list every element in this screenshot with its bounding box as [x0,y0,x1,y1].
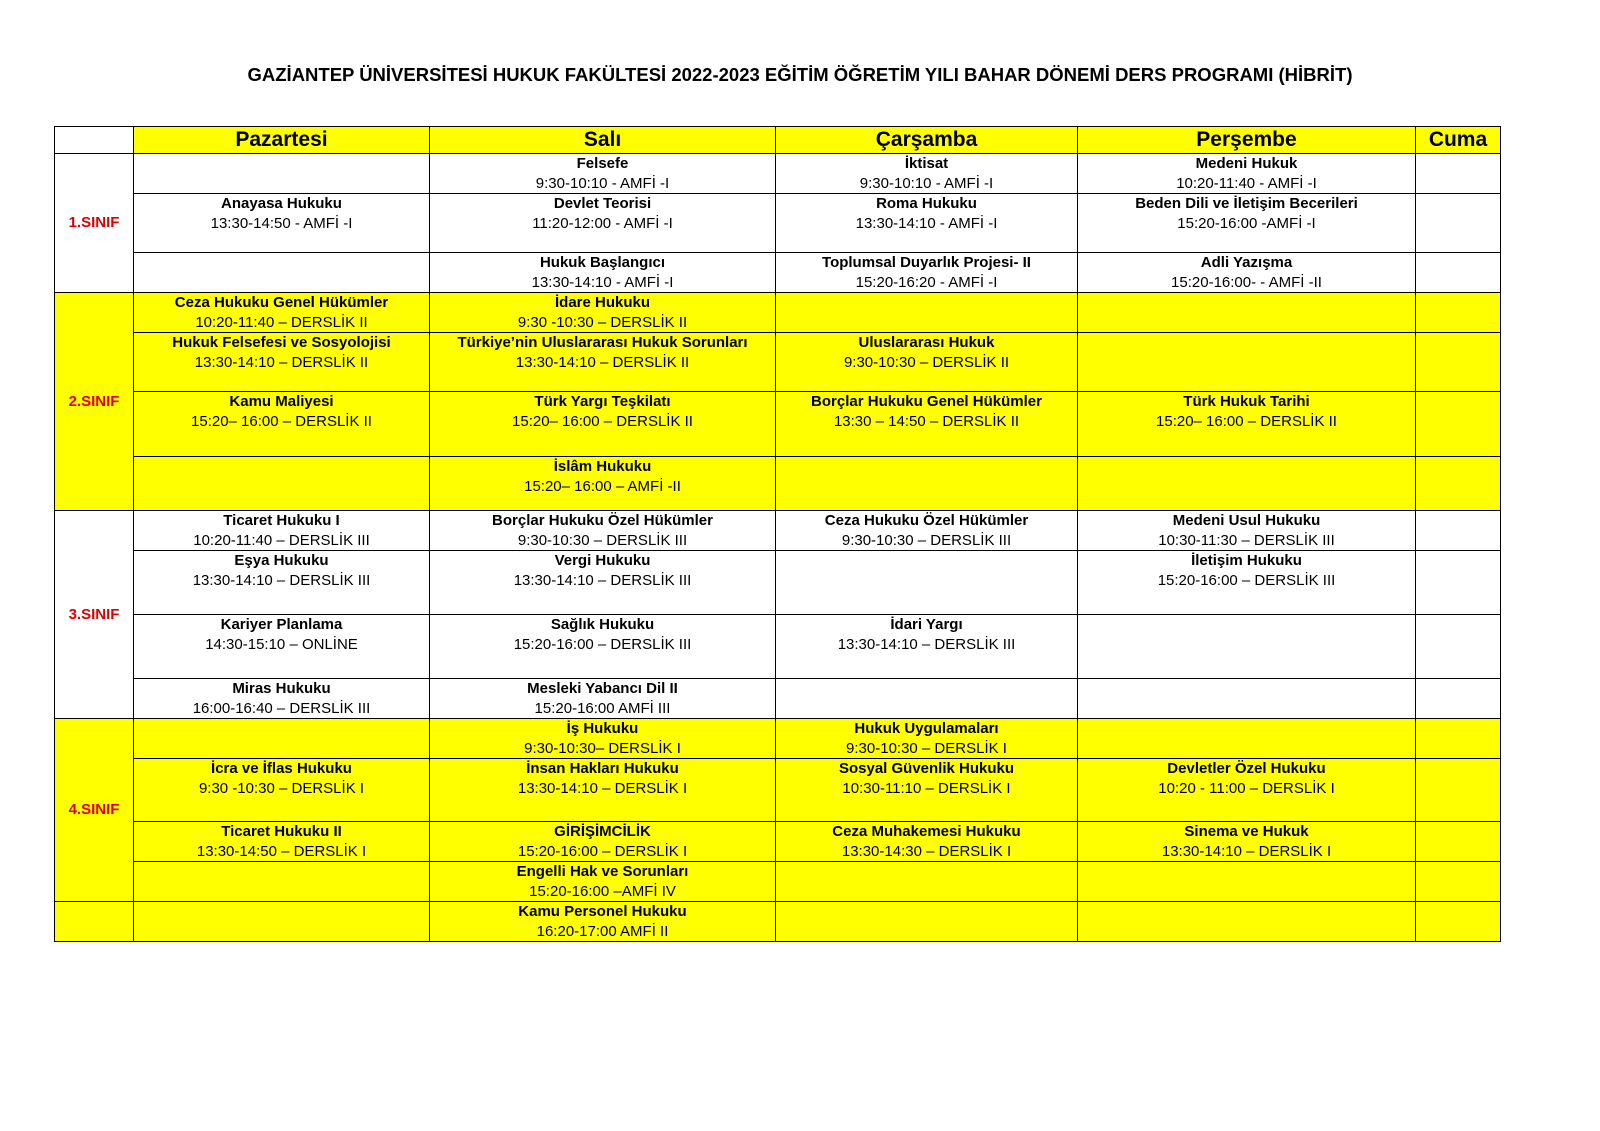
course-name: Sosyal Güvenlik Hukuku [838,760,1015,777]
slot-friday [1416,253,1501,293]
slot-tuesday [430,194,776,253]
slot-wednesday [776,862,1078,902]
slot-thursday [1078,457,1416,511]
slot-monday [134,154,430,194]
slot-monday [134,392,430,457]
slot-tuesday [430,253,776,293]
course-time-location: 9:30 -10:30 – DERSLİK II [517,313,688,331]
course-name: Türk Hukuk Tarihi [1183,393,1310,410]
slot-wednesday [776,822,1078,862]
schedule-row [55,551,1501,615]
schedule-row [55,822,1501,862]
course-time-location: 9:30-10:30 – DERSLİK III [841,531,1012,549]
course-time-location: 15:20-16:00- - AMFİ -II [1171,273,1322,291]
course-name: Ticaret Hukuku II [221,823,342,840]
course-name: Eşya Hukuku [234,552,329,569]
course-time-location: 15:20-16:00 – DERSLİK I [517,842,688,860]
course-time-location: 9:30-10:30– DERSLİK I [524,739,681,757]
grade-label: 4.SINIF [55,719,134,902]
schedule-body [55,154,1501,942]
course-time-location: 13:30-14:10 - AMFİ -I [531,273,674,291]
slot-wednesday [776,551,1078,615]
slot-tuesday [430,511,776,551]
slot-thursday [1078,392,1416,457]
course-name: Vergi Hukuku [554,552,651,569]
slot-thursday [1078,822,1416,862]
course-time-location: 15:20-16:00 – DERSLİK III [1157,571,1336,589]
course-name: Ticaret Hukuku I [223,512,340,529]
slot-monday [134,862,430,902]
day-header-tuesday: Salı [430,127,776,154]
course-time-location: 10:30-11:10 – DERSLİK I [842,779,1011,797]
course-time-location: 13:30-14:50 – DERSLİK I [196,842,367,860]
course-time-location: 9:30 -10:30 – DERSLİK I [198,779,365,797]
slot-monday [134,822,430,862]
slot-monday [134,551,430,615]
slot-friday [1416,902,1501,942]
slot-friday [1416,551,1501,615]
slot-wednesday [776,719,1078,759]
grade-label: 1.SINIF [55,154,134,293]
course-time-location: 13:30-14:10 – DERSLİK III [837,635,1016,653]
course-name: Mesleki Yabancı Dil II [527,680,678,697]
slot-wednesday [776,154,1078,194]
course-time-location: 15:20– 16:00 – AMFİ -II [524,477,681,495]
course-name: Türkiye’nin Uluslararası Hukuk Sorunları [457,334,748,351]
slot-monday [134,679,430,719]
slot-tuesday [430,154,776,194]
course-time-location: 11:20-12:00 - AMFİ -I [532,214,673,232]
course-name: Hukuk Başlangıcı [539,254,666,271]
schedule-row [55,759,1501,822]
course-time-location: 10:20 - 11:00 – DERSLİK I [1158,779,1335,797]
course-name: Miras Hukuku [232,680,331,697]
slot-friday [1416,822,1501,862]
slot-friday [1416,333,1501,392]
slot-monday [134,457,430,511]
slot-thursday [1078,551,1416,615]
course-name: Ceza Hukuku Genel Hükümler [174,294,389,311]
course-time-location: 15:20-16:20 - AMFİ -I [855,273,998,291]
course-name: İslâm Hukuku [553,458,652,475]
slot-friday [1416,392,1501,457]
course-name: Devlet Teorisi [553,195,652,212]
course-name: İnsan Hakları Hukuku [526,760,679,777]
slot-wednesday [776,679,1078,719]
slot-friday [1416,154,1501,194]
course-name: İktisat [904,155,949,172]
day-header-monday: Pazartesi [134,127,430,154]
slot-monday [134,902,430,942]
course-time-location: 16:20-17:00 AMFİ II [536,922,669,940]
schedule-row [55,253,1501,293]
course-time-location: 15:20– 16:00 – DERSLİK II [1156,412,1337,430]
slot-tuesday [430,759,776,822]
grade-label: 2.SINIF [55,293,134,511]
course-time-location: 13:30-14:10 – DERSLİK III [513,571,692,589]
course-name: Ceza Hukuku Özel Hükümler [824,512,1029,529]
course-time-location: 9:30-10:10 - AMFİ -I [535,174,670,192]
course-time-location: 10:30-11:30 – DERSLİK III [1158,531,1335,549]
course-time-location: 15:20-16:00 – DERSLİK III [513,635,692,653]
slot-tuesday [430,902,776,942]
course-name: Medeni Hukuk [1195,155,1298,172]
slot-thursday [1078,719,1416,759]
slot-friday [1416,719,1501,759]
page-title: GAZİANTEP ÜNİVERSİTESİ HUKUK FAKÜLTESİ 2022-2023 EĞİTİM ÖĞRETİM YILI BAHAR DÖNEMİ DERS PROGRAMI (HİBRİT) [247,64,1353,85]
course-time-location: 15:20– 16:00 – DERSLİK II [191,412,372,430]
slot-tuesday [430,457,776,511]
course-time-location: 15:20– 16:00 – DERSLİK II [512,412,693,430]
slot-thursday [1078,759,1416,822]
slot-thursday [1078,333,1416,392]
slot-tuesday [430,822,776,862]
schedule-row-extra [55,902,1501,942]
slot-tuesday [430,615,776,679]
schedule-row [55,862,1501,902]
slot-thursday [1078,154,1416,194]
course-time-location: 13:30-14:50 - AMFİ -I [210,214,353,232]
grade-label: 3.SINIF [55,511,134,719]
slot-thursday [1078,511,1416,551]
slot-monday [134,511,430,551]
course-time-location: 9:30-10:30 – DERSLİK II [843,353,1010,371]
course-name: Borçlar Hukuku Genel Hükümler [811,393,1042,410]
slot-friday [1416,679,1501,719]
course-time-location: 9:30-10:30 – DERSLİK III [517,531,688,549]
schedule-row [55,154,1501,194]
course-time-location: 13:30-14:10 - AMFİ -I [855,214,998,232]
course-time-location: 13:30 – 14:50 – DERSLİK II [833,412,1020,430]
slot-monday [134,615,430,679]
course-time-location: 10:20-11:40 - AMFİ -I [1176,174,1317,192]
slot-monday [134,253,430,293]
course-name: Sinema ve Hukuk [1184,823,1309,840]
slot-wednesday [776,457,1078,511]
slot-monday [134,293,430,333]
day-header-friday: Cuma [1416,127,1501,154]
slot-friday [1416,759,1501,822]
schedule-row [55,511,1501,551]
slot-friday [1416,615,1501,679]
course-name: Hukuk Felsefesi ve Sosyolojisi [172,334,391,351]
slot-wednesday [776,253,1078,293]
slot-friday [1416,511,1501,551]
course-name: Uluslararası Hukuk [858,334,995,351]
slot-monday [134,719,430,759]
course-name: Türk Yargı Teşkilatı [534,393,671,410]
schedule-row [55,457,1501,511]
day-header-thursday: Perşembe [1078,127,1416,154]
slot-wednesday [776,615,1078,679]
schedule-row [55,615,1501,679]
slot-monday [134,333,430,392]
schedule-table [54,126,1501,942]
course-time-location: 9:30-10:30 – DERSLİK I [846,739,1007,757]
slot-tuesday [430,293,776,333]
day-header-row [55,127,1501,154]
course-name: Adli Yazışma [1200,254,1293,271]
schedule-row [55,719,1501,759]
course-name: Devletler Özel Hukuku [1167,760,1326,777]
course-time-location: 13:30-14:30 – DERSLİK I [841,842,1012,860]
slot-wednesday [776,293,1078,333]
slot-friday [1416,457,1501,511]
course-time-location: 15:20-16:00 –AMFİ IV [529,882,676,900]
slot-monday [134,194,430,253]
slot-thursday [1078,615,1416,679]
schedule-row [55,392,1501,457]
day-header-wednesday: Çarşamba [776,127,1078,154]
course-time-location: 10:20-11:40 – DERSLİK II [195,313,368,331]
course-name: Ceza Muhakemesi Hukuku [832,823,1021,840]
schedule-row [55,293,1501,333]
schedule-row [55,679,1501,719]
slot-tuesday [430,679,776,719]
course-name: Beden Dili ve İletişim Becerileri [1135,195,1358,212]
course-time-location: 15:20-16:00 -AMFİ -I [1177,214,1316,232]
course-time-location: 13:30-14:10 – DERSLİK I [517,779,688,797]
slot-wednesday [776,511,1078,551]
course-time-location: 16:00-16:40 – DERSLİK III [192,699,371,717]
course-name: Hukuk Uygulamaları [854,720,999,737]
slot-tuesday [430,392,776,457]
schedule-row [55,333,1501,392]
course-name: Kamu Maliyesi [229,393,334,410]
course-name: İdare Hukuku [554,294,651,311]
slot-wednesday [776,392,1078,457]
course-name: Toplumsal Duyarlık Projesi- II [822,254,1031,271]
course-name: Anayasa Hukuku [221,195,342,212]
slot-friday [1416,194,1501,253]
course-name: Sağlık Hukuku [550,616,655,633]
slot-tuesday [430,719,776,759]
course-time-location: 9:30-10:10 - AMFİ -I [859,174,994,192]
slot-friday [1416,862,1501,902]
course-name: Borçlar Hukuku Özel Hükümler [492,512,713,529]
course-time-location: 13:30-14:10 – DERSLİK II [515,353,690,371]
course-time-location: 15:20-16:00 AMFİ III [534,699,671,717]
course-name: İş Hukuku [566,720,639,737]
course-name: Felsefe [576,155,629,172]
course-name: Kamu Personel Hukuku [518,903,687,920]
course-name: Medeni Usul Hukuku [1172,512,1321,529]
slot-wednesday [776,333,1078,392]
course-name: İletişim Hukuku [1191,552,1302,569]
course-name: Kariyer Planlama [220,616,343,633]
slot-thursday [1078,293,1416,333]
course-name: GİRİŞİMCİLİK [554,823,651,840]
slot-thursday [1078,862,1416,902]
slot-thursday [1078,253,1416,293]
slot-friday [1416,293,1501,333]
slot-wednesday [776,194,1078,253]
course-time-location: 13:30-14:10 – DERSLİK I [1161,842,1332,860]
course-time-location: 10:20-11:40 – DERSLİK III [193,531,370,549]
course-name: İdari Yargı [890,616,963,633]
course-name: Roma Hukuku [876,195,977,212]
slot-tuesday [430,551,776,615]
course-name: İcra ve İflas Hukuku [211,760,352,777]
course-time-location: 13:30-14:10 – DERSLİK III [192,571,371,589]
slot-thursday [1078,194,1416,253]
course-time-location: 14:30-15:10 – ONLİNE [205,635,358,653]
slot-thursday [1078,902,1416,942]
slot-wednesday [776,902,1078,942]
slot-thursday [1078,679,1416,719]
slot-monday [134,759,430,822]
slot-tuesday [430,862,776,902]
slot-wednesday [776,759,1078,822]
course-name: Engelli Hak ve Sorunları [516,863,689,880]
corner-cell [55,127,134,154]
grade-label-empty [55,902,134,942]
schedule-row [55,194,1501,253]
course-time-location: 13:30-14:10 – DERSLİK II [194,353,369,371]
slot-tuesday [430,333,776,392]
